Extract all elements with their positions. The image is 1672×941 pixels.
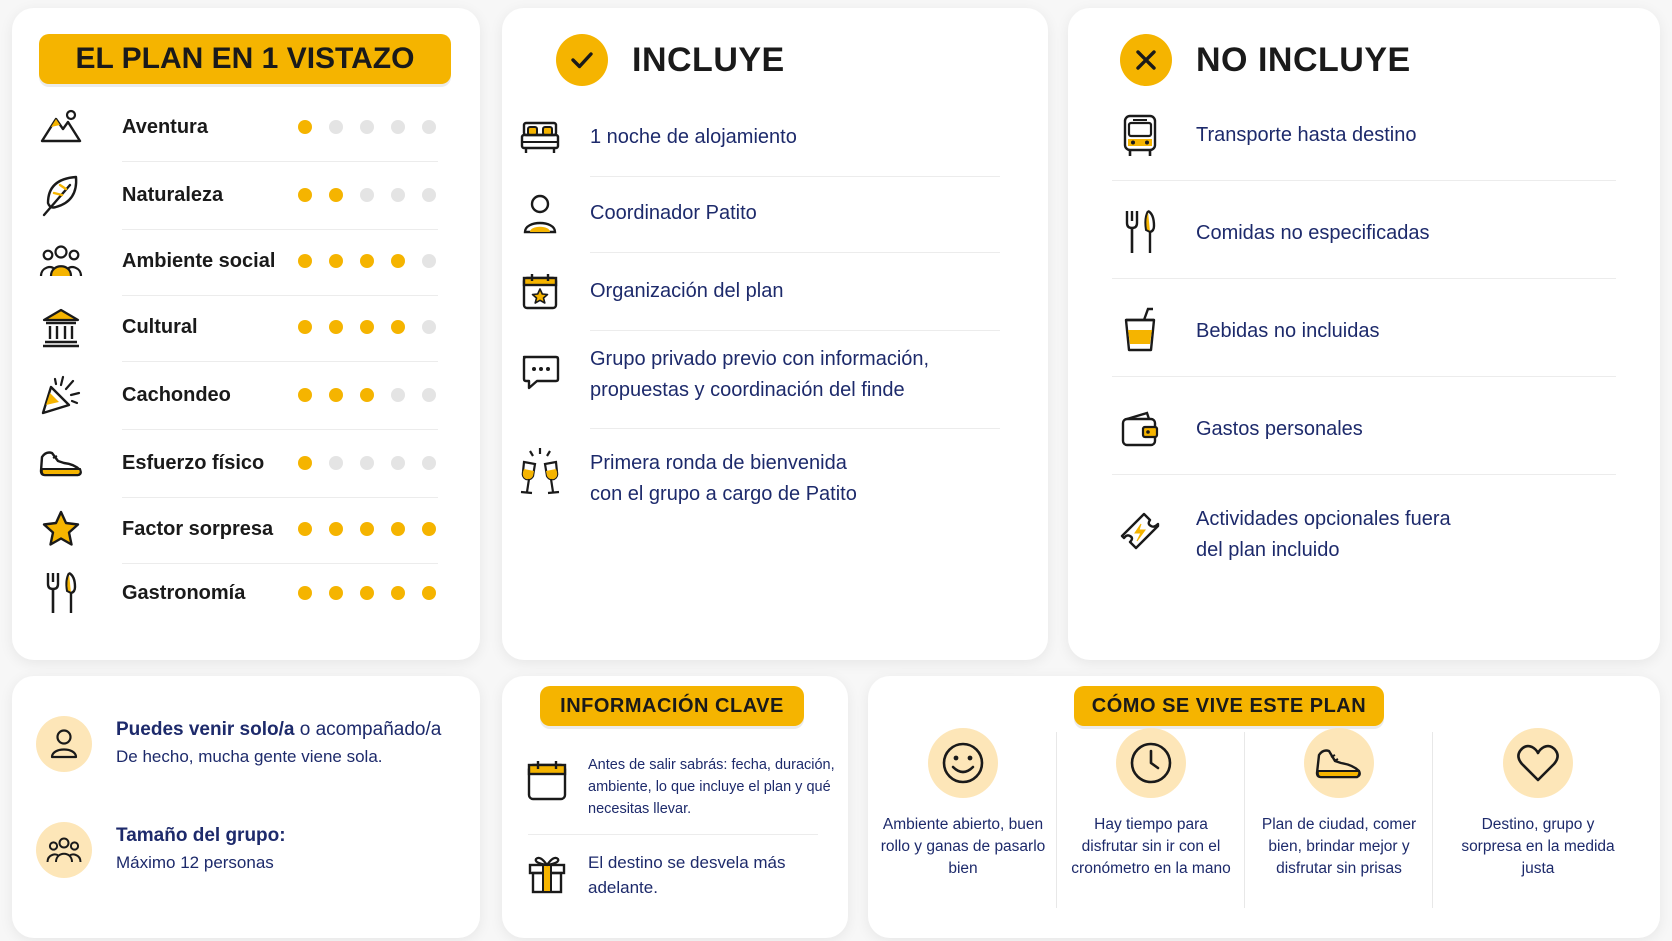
rating-dots xyxy=(298,254,436,268)
rating-dot-filled xyxy=(422,586,436,600)
rating-dot-empty xyxy=(329,456,343,470)
party-popper-icon xyxy=(38,372,84,418)
chat-icon xyxy=(516,348,564,396)
rating-dot-empty xyxy=(422,456,436,470)
solo-row xyxy=(36,716,442,772)
rating-row xyxy=(38,360,458,430)
rating-dot-empty xyxy=(391,120,405,134)
person-icon xyxy=(36,716,92,772)
rating-dot-empty xyxy=(391,188,405,202)
rating-dot-filled xyxy=(391,586,405,600)
includes-item-organization xyxy=(502,262,1048,322)
rating-dot-filled xyxy=(329,522,343,536)
info-item-text: Antes de salir sabrás: fecha, duración, ambiente, lo que incluye el plan y qué necesitas llevar. xyxy=(588,757,835,817)
calendar-star-icon xyxy=(516,268,564,316)
rating-dots xyxy=(298,586,436,600)
plan-overview-title: EL PLAN EN 1 VISTAZO xyxy=(39,34,451,84)
rating-dot-filled xyxy=(298,188,312,202)
person-icon xyxy=(516,190,564,238)
rating-dot-empty xyxy=(422,320,436,334)
experience-card xyxy=(868,676,1660,938)
rating-dot-empty xyxy=(360,188,374,202)
rating-dot-empty xyxy=(360,120,374,134)
includes-item-private-group xyxy=(502,342,1048,414)
rating-dot-empty xyxy=(329,120,343,134)
info-item-details xyxy=(524,754,834,824)
not-included-title: NO INCLUYE xyxy=(1196,40,1411,79)
experience-item-text: Ambiente abierto, buen rollo y ganas de pasarlo bien xyxy=(880,816,1046,877)
rating-dot-filled xyxy=(298,586,312,600)
divider xyxy=(590,252,1000,253)
experience-item-text: Destino, grupo y sorpresa en la medida justa xyxy=(1461,816,1615,877)
rating-dot-empty xyxy=(422,254,436,268)
not-included-item-personal-expenses xyxy=(1068,400,1660,460)
check-icon xyxy=(556,34,608,86)
bus-icon xyxy=(1116,112,1164,160)
experience-item-city xyxy=(1244,728,1434,918)
rating-dot-filled xyxy=(391,320,405,334)
cutlery-icon xyxy=(38,570,84,616)
mountain-icon xyxy=(38,104,84,150)
rating-dot-filled xyxy=(329,320,343,334)
rating-label: Aventura xyxy=(122,115,208,138)
includes-card xyxy=(502,8,1048,660)
calendar-icon xyxy=(524,758,570,804)
not-included-card xyxy=(1068,8,1660,660)
rating-dot-empty xyxy=(422,188,436,202)
group-size-title: Tamaño del grupo: xyxy=(116,825,286,846)
rating-dot-filled xyxy=(298,254,312,268)
experience-item-text: Hay tiempo para disfrutar sin ir con el cronómetro en la mano xyxy=(1071,816,1231,877)
rating-dot-empty xyxy=(360,456,374,470)
rating-dots xyxy=(298,188,436,202)
divider xyxy=(1432,732,1433,908)
info-item-text: El destino se desvela más adelante. xyxy=(588,853,786,897)
includes-item-text: Coordinador Patito xyxy=(590,202,757,224)
divider xyxy=(528,834,818,835)
solo-text xyxy=(116,716,476,770)
star-icon xyxy=(38,506,84,552)
includes-item-coordinator xyxy=(502,184,1048,244)
rating-dot-empty xyxy=(391,456,405,470)
rating-label: Factor sorpresa xyxy=(122,517,274,540)
people-icon xyxy=(36,822,92,878)
rating-dot-filled xyxy=(422,522,436,536)
divider xyxy=(1112,180,1616,181)
not-included-item-text: Bebidas no incluidas xyxy=(1196,320,1380,342)
includes-item-text: Organización del plan xyxy=(590,280,784,302)
smile-icon xyxy=(928,728,998,798)
includes-item-text: 1 noche de alojamiento xyxy=(590,126,797,148)
rating-dots xyxy=(298,522,436,536)
key-info-title: INFORMACIÓN CLAVE xyxy=(540,686,804,726)
solo-title: Puedes venir solo/a o acompañado/a xyxy=(116,719,442,740)
group-size-row xyxy=(36,822,286,878)
divider xyxy=(590,330,1000,331)
drink-icon xyxy=(1116,306,1164,354)
sneaker-icon xyxy=(1304,728,1374,798)
rating-dot-filled xyxy=(298,120,312,134)
rating-dot-empty xyxy=(422,120,436,134)
rating-label: Ambiente social xyxy=(122,249,276,272)
rating-dot-filled xyxy=(298,320,312,334)
close-icon xyxy=(1120,34,1172,86)
bed-icon xyxy=(516,114,564,162)
rating-row xyxy=(38,292,458,362)
gift-icon xyxy=(524,850,570,896)
rating-dot-filled xyxy=(360,586,374,600)
not-included-item-optional-activities xyxy=(1068,500,1660,572)
rating-dot-filled xyxy=(360,320,374,334)
plan-overview-card xyxy=(12,8,480,660)
divider xyxy=(590,176,1000,177)
people-icon xyxy=(38,238,84,284)
rating-dot-filled xyxy=(298,388,312,402)
rating-dot-filled xyxy=(329,586,343,600)
rating-dot-filled xyxy=(360,254,374,268)
not-included-item-drinks xyxy=(1068,302,1660,362)
leaf-icon xyxy=(38,172,84,218)
divider xyxy=(590,428,1000,429)
clock-icon xyxy=(1116,728,1186,798)
divider xyxy=(1112,376,1616,377)
rating-dots xyxy=(298,120,436,134)
ticket-icon xyxy=(1116,508,1164,556)
rating-dots xyxy=(298,388,436,402)
rating-dot-filled xyxy=(298,522,312,536)
divider xyxy=(1112,474,1616,475)
rating-dots xyxy=(298,320,436,334)
rating-dot-filled xyxy=(360,522,374,536)
cutlery-icon xyxy=(1116,208,1164,256)
rating-dot-empty xyxy=(391,388,405,402)
rating-row xyxy=(38,558,458,628)
group-size-subtitle: Máximo 12 personas xyxy=(116,853,274,872)
not-included-item-text: Actividades opcionales fuera del plan incluido xyxy=(1196,508,1451,561)
rating-row xyxy=(38,92,458,162)
not-included-header xyxy=(1120,34,1411,86)
experience-item-time xyxy=(1056,728,1246,918)
experience-item-atmosphere xyxy=(868,728,1058,918)
not-included-item-transport xyxy=(1068,106,1660,166)
includes-item-lodging xyxy=(502,108,1048,168)
rating-label: Naturaleza xyxy=(122,183,224,206)
rating-row xyxy=(38,160,458,230)
rating-dot-filled xyxy=(329,388,343,402)
key-info-card xyxy=(502,676,848,938)
rating-row xyxy=(38,226,458,296)
includes-item-welcome-round xyxy=(502,444,1048,516)
not-included-item-meals xyxy=(1068,204,1660,264)
rating-label: Gastronomía xyxy=(122,581,246,604)
rating-label: Cultural xyxy=(122,315,198,338)
divider xyxy=(1112,278,1616,279)
info-item-destination xyxy=(524,850,834,910)
rating-row xyxy=(38,494,458,564)
rating-dot-filled xyxy=(391,522,405,536)
not-included-item-text: Gastos personales xyxy=(1196,418,1363,440)
rating-dot-filled xyxy=(329,188,343,202)
rating-dot-filled xyxy=(391,254,405,268)
sneaker-icon xyxy=(38,440,84,486)
rating-label: Esfuerzo físico xyxy=(122,451,265,474)
rating-dot-filled xyxy=(298,456,312,470)
includes-item-text: Grupo privado previo con información, propuestas y coordinación del finde xyxy=(590,348,930,401)
experience-title: CÓMO SE VIVE ESTE PLAN xyxy=(1074,686,1384,726)
includes-item-text: Primera ronda de bienvenida con el grupo a cargo de Patito xyxy=(590,452,857,505)
experience-item-balance xyxy=(1438,728,1638,918)
rating-dot-empty xyxy=(422,388,436,402)
cheers-icon xyxy=(516,448,564,496)
includes-header xyxy=(556,34,785,86)
rating-dot-filled xyxy=(329,254,343,268)
museum-icon xyxy=(38,304,84,350)
experience-item-text: Plan de ciudad, comer bien, brindar mejor y disfrutar sin prisas xyxy=(1261,816,1417,877)
not-included-item-text: Comidas no especificadas xyxy=(1196,222,1430,244)
rating-row xyxy=(38,428,458,498)
solo-subtitle: De hecho, mucha gente viene sola. xyxy=(116,747,383,766)
group-card xyxy=(12,676,480,938)
rating-label: Cachondeo xyxy=(122,383,231,406)
rating-dot-filled xyxy=(360,388,374,402)
heart-icon xyxy=(1503,728,1573,798)
not-included-item-text: Transporte hasta destino xyxy=(1196,124,1417,146)
group-size-text xyxy=(116,822,476,876)
includes-title: INCLUYE xyxy=(632,40,785,79)
wallet-icon xyxy=(1116,406,1164,454)
rating-dots xyxy=(298,456,436,470)
